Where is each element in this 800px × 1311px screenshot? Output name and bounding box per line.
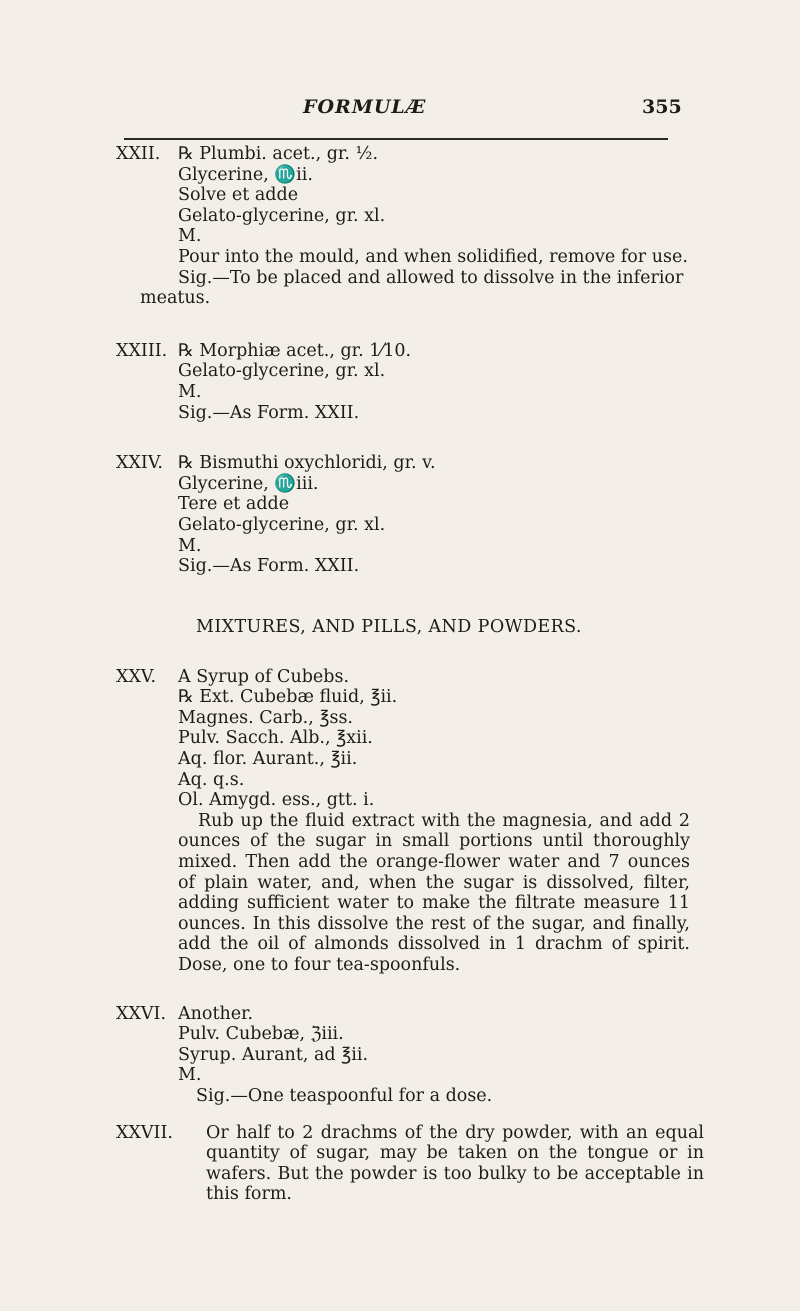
formula-number: XXVII. (116, 1122, 173, 1143)
method-paragraph: Or half to 2 drachms of the dry powder, with an equal quantity of sugar, may be taken on the tongue or in wafers. But the powder is too bulky to be acceptable in this form. (206, 1122, 704, 1205)
recipe-line: Gelato-glycerine, gr. xl. (178, 514, 386, 535)
page-number: 355 (642, 96, 682, 118)
formula-number: XXV. (116, 666, 157, 687)
sig-line: Sig.—As Form. XXII. (178, 402, 360, 423)
recipe-line: M. (178, 1065, 202, 1086)
recipe-line: Another. (178, 1003, 254, 1024)
page-body (0, 144, 800, 1205)
sig-line: Sig.—To be placed and allowed to dissolve in the inferior (178, 267, 684, 288)
sig-continuation: meatus. (140, 288, 211, 309)
recipe-line: Pulv. Cubebæ, ℨiii. (178, 1024, 344, 1045)
recipe-line: Aq. flor. Aurant., ℥ii. (178, 749, 358, 770)
formula-xxvi (116, 1004, 696, 1107)
section-heading: MIXTURES, AND PILLS, AND POWDERS. (196, 616, 582, 637)
recipe-line: Glycerine, ♏ii. (178, 164, 313, 185)
recipe-line: Tere et adde (178, 494, 290, 515)
recipe-line: M. (178, 226, 202, 247)
sig-line: Sig.—As Form. XXII. (178, 556, 360, 577)
formula-xxvii (116, 1122, 704, 1205)
formula-xxv (116, 667, 696, 976)
formula-number: XXIV. (116, 453, 163, 474)
running-title: FORMULÆ (303, 96, 427, 118)
formula-xxiv (116, 453, 696, 577)
recipe-line: ℞ Bismuthi oxychloridi, gr. v. (178, 453, 436, 474)
formula-xxiii (116, 341, 696, 423)
sig-line: Sig.—One teaspoonful for a dose. (196, 1085, 493, 1106)
recipe-line: Ol. Amygd. ess., gtt. i. (178, 790, 375, 811)
page-header (0, 96, 800, 126)
recipe-line: Glycerine, ♏iii. (178, 473, 319, 494)
recipe-line: M. (178, 381, 202, 402)
recipe-line: Aq. q.s. (178, 769, 245, 790)
recipe-line: M. (178, 535, 202, 556)
recipe-line: ℞ Morphiæ acet., gr. 1⁄10. (178, 340, 412, 361)
recipe-line: Solve et adde (178, 185, 299, 206)
recipe-line: ℞ Ext. Cubebæ fluid, ℥ii. (178, 687, 398, 708)
recipe-line: Pulv. Sacch. Alb., ℥xii. (178, 728, 373, 749)
formula-xxii (116, 144, 696, 309)
instruction-line: Pour into the mould, and when solidified, remove for use. (178, 246, 688, 267)
method-paragraph: Rub up the fluid extract with the magnesia, and add 2 ounces of the sugar in small portions until thoroughly mixed. Then add the orange-flower water and 7 ounces of plain water, and, when the sugar is dissolved, filter, adding sufficient water to make the filtrate measure 11 ounces. In this dissolve the rest of the sugar, and finally, add the oil of almonds dissolved in 1 drachm of spirit. Dose, one to four tea-spoonfuls. (178, 810, 690, 975)
recipe-line: Gelato-glycerine, gr. xl. (178, 361, 386, 382)
formula-number: XXIII. (116, 340, 168, 361)
formula-number: XXII. (116, 144, 161, 164)
header-rule (124, 138, 668, 140)
recipe-line: Syrup. Aurant, ad ℥ii. (178, 1044, 369, 1065)
recipe-line: A Syrup of Cubebs. (178, 666, 350, 687)
recipe-line: Gelato-glycerine, gr. xl. (178, 205, 386, 226)
formula-number: XXVI. (116, 1003, 167, 1024)
recipe-line: Magnes. Carb., ℥ss. (178, 707, 353, 728)
recipe-line: ℞ Plumbi. acet., gr. ½. (178, 144, 379, 164)
